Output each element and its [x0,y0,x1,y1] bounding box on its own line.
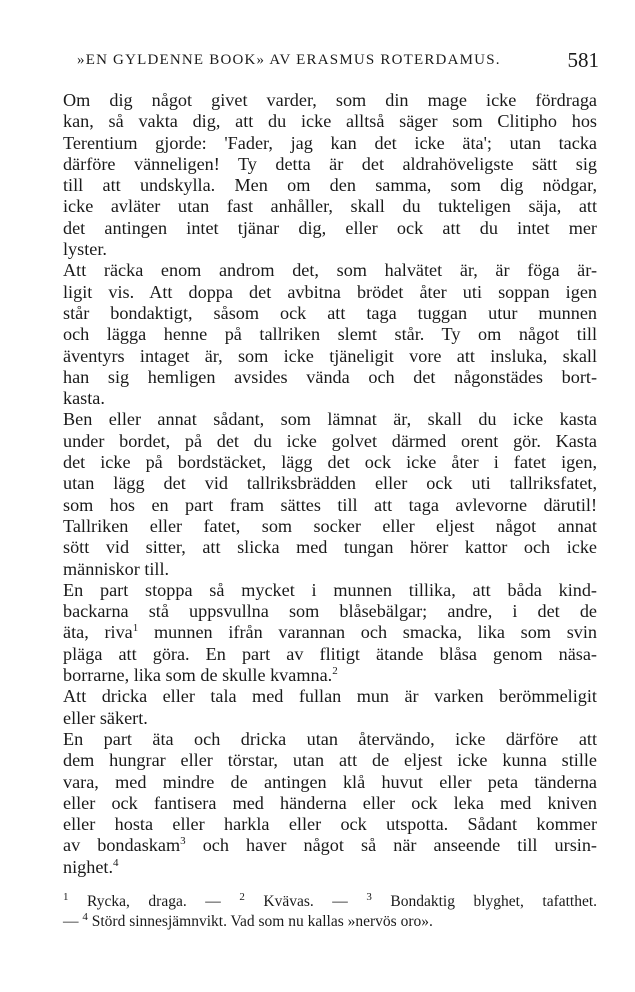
text-line: vara, med mindre de antingen klå huvut eller peta tänderna [63,771,597,792]
running-title: »EN GYLDENNE BOOK» AV ERASMUS ROTERDAMUS. [77,52,501,68]
footnote-number: 3 [366,890,372,903]
text-line: backarna stå uppsvullna som blåsebälgar; andre, i det de [63,601,597,622]
text-line: han sig hemligen avsides vända och det någonstädes bort- [63,366,597,387]
footnote-text: Bondaktig blyghet, tafatthet. [390,893,598,910]
text-line: utan lägg det vid tallriksbrädden eller ock uti tallriksfatet, [63,473,597,494]
text-line: Tallriken eller fatet, som socker eller eljest något annat [63,515,597,536]
text-line: pläga att göra. En part av flitigt ätande blåsa genom näsa- [63,643,597,664]
text-line: som hos en part fram sättes till att taga avlevorne därutil! [63,494,597,515]
footnote-text: Störd sinnesjämnvikt. Vad som nu kallas »nervös oro». [91,913,433,930]
footnote-mark: 3 [180,835,186,848]
text-line: Att dricka eller tala med fullan mun är varken berömmeligit [63,686,597,707]
text-line: dem hungrar eller törstar, utan att de eljest icke kunna stille [63,750,597,771]
text-line [63,857,597,878]
text-line: kan, så vakta dig, att du icke alltså säger som Clitipho hos [63,111,597,132]
footnote-mark: 1 [132,622,139,635]
text-segment: munnen ifrån varannan och smacka, lika som svin [154,622,598,643]
body-text [63,90,597,878]
footnote-mark: 4 [113,856,119,869]
text-line: under bordet, på det du icke golvet därmed orent gör. Kasta [63,430,597,451]
text-segment: av bondaskam [63,835,181,856]
text-line: äventyrs intaget är, som icke tjäneligit vore att insluka, skall [63,345,597,366]
text-line: sött vid sitter, att slicka med tungan hörer kattor och icke [63,537,597,558]
text-line [63,665,597,686]
text-segment: och haver något så när anseende till ursin- [202,835,597,856]
footnote-text: Kvävas. — [263,893,348,910]
text-line: människor till. [63,558,170,579]
text-line: En part stoppa så mycket i munnen tillika, att båda kind- [63,579,597,600]
text-line: Ben eller annat sådant, som lämnat är, skall du icke kasta [63,409,597,430]
page-number: 581 [567,48,599,72]
text-line: står bondaktigt, såsom ock att taga tuggan utur munnen [63,302,597,323]
text-line: därföre vänneligen! Ty detta är det aldrahöveligste sätt sig [63,153,597,174]
text-line: lyster. [63,239,107,260]
footnote-line [63,892,597,912]
text-line: En part äta och dricka utan återvändo, icke därföre att [63,728,597,749]
text-line: ligit vis. Att doppa det avbitna brödet åter uti soppan igen [63,281,597,302]
text-line [63,260,597,281]
footnote-text: Rycka, draga. — [87,893,221,910]
text-line: det antingen intet tjänar dig, eller ock att du intet mer [63,217,597,238]
footnote-dash: — [63,913,79,930]
footnote-number: 4 [82,910,88,923]
text-line: eller säkert. [63,707,148,728]
text-line: eller hosta eller harkla eller ock utspotta. Sådant kommer [63,814,597,835]
text-segment: Att räcka enom androm det, som halvätet är, är föga är- [63,260,597,281]
text-line [63,835,597,856]
text-line: det icke på bordstäcket, lägg det ock icke åter i fatet igen, [63,452,597,473]
footnote-number: 2 [239,890,245,903]
footnote-line [63,912,597,932]
footnote-mark: 2 [332,664,338,677]
text-line: och lägga henne på tallriken slemt står. Ty om något till [63,324,597,345]
text-line: eller ock fantisera med händerna eller ock leka med kniven [63,792,597,813]
text-segment: borrarne, lika som de skulle kvamna. [63,665,333,686]
text-line: kasta. [63,388,105,409]
footnotes [63,892,597,932]
text-segment: nighet. [63,856,114,877]
text-segment: äta, riva [63,622,133,643]
text-line: Om dig något givet varder, som din mage icke fördraga [63,90,597,110]
text-line: Terentium gjorde: 'Fader, jag kan det icke äta'; utan tacka [63,132,597,153]
text-line: till att undskylla. Men om den samma, som dig nödgar, [63,175,597,196]
footnote-number: 1 [63,890,69,903]
text-line [63,622,597,643]
text-line: icke avläter utan fast anhåller, skall du tukteligen säja, att [63,196,597,217]
running-header [77,48,599,74]
